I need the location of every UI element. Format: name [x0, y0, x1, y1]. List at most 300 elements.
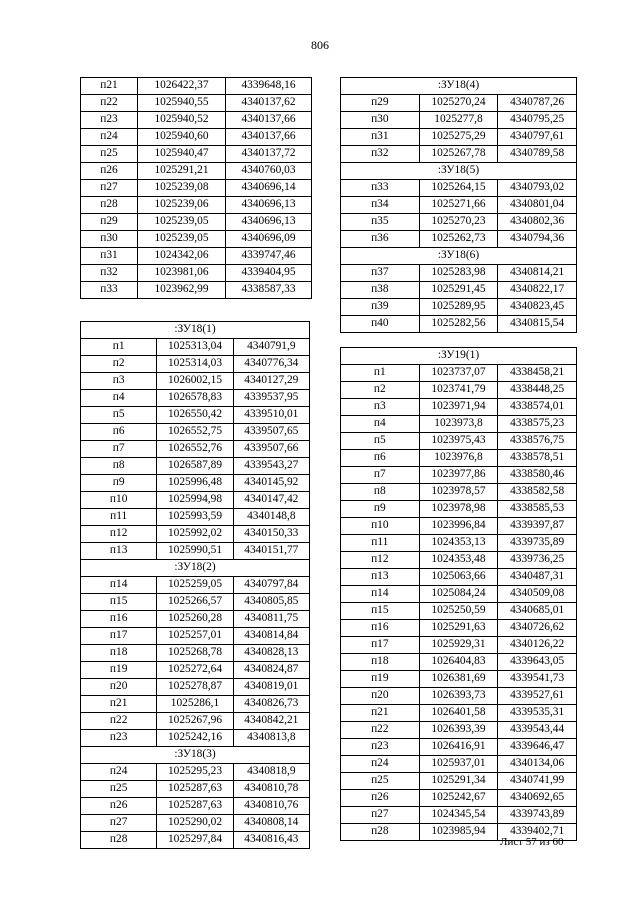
y-coordinate-cell: 4338578,51	[498, 450, 577, 467]
x-coordinate-cell: 1025940,55	[138, 95, 226, 112]
y-coordinate-cell: 4340147,42	[233, 492, 309, 509]
x-coordinate-cell: 1025297,84	[157, 832, 233, 849]
section-header-row	[81, 322, 310, 339]
x-coordinate-cell: 1025937,01	[419, 756, 498, 773]
y-coordinate-cell: 4338580,46	[498, 467, 577, 484]
table-row	[341, 399, 577, 416]
point-id-cell: п24	[81, 764, 157, 781]
y-coordinate-cell: 4338575,23	[498, 416, 577, 433]
section-header: :ЗУ18(6)	[341, 248, 577, 265]
x-coordinate-cell: 1025250,59	[419, 603, 498, 620]
table-row	[81, 146, 312, 163]
table-row	[81, 628, 310, 645]
x-coordinate-cell: 1025940,52	[138, 112, 226, 129]
table-row	[81, 543, 310, 560]
table-row	[341, 146, 577, 163]
x-coordinate-cell: 1025940,60	[138, 129, 226, 146]
x-coordinate-cell: 1024345,54	[419, 807, 498, 824]
y-coordinate-cell: 4340805,85	[233, 594, 309, 611]
x-coordinate-cell: 1025242,67	[419, 790, 498, 807]
table-row	[81, 526, 310, 543]
point-id-cell: п25	[81, 781, 157, 798]
point-id-cell: п14	[341, 586, 420, 603]
point-id-cell: п28	[341, 824, 420, 841]
y-coordinate-cell: 4340818,9	[233, 764, 309, 781]
x-coordinate-cell: 1025277,8	[419, 112, 498, 129]
point-id-cell: п6	[81, 424, 157, 441]
table-row	[81, 265, 312, 282]
point-id-cell: п21	[81, 78, 138, 95]
section-header-row	[341, 248, 577, 265]
x-coordinate-cell: 1026552,76	[157, 441, 233, 458]
y-coordinate-cell: 4340685,01	[498, 603, 577, 620]
point-id-cell: п10	[341, 518, 420, 535]
table-row	[341, 603, 577, 620]
x-coordinate-cell: 1026587,89	[157, 458, 233, 475]
x-coordinate-cell: 1025268,78	[157, 645, 233, 662]
table-row	[341, 282, 577, 299]
y-coordinate-cell: 4339402,71	[498, 824, 577, 841]
table-row	[341, 518, 577, 535]
x-coordinate-cell: 1025063,66	[419, 569, 498, 586]
table-row	[81, 231, 312, 248]
section-header: :ЗУ18(5)	[341, 163, 577, 180]
x-coordinate-cell: 1025278,87	[157, 679, 233, 696]
y-coordinate-cell: 4340810,78	[233, 781, 309, 798]
point-id-cell: п16	[341, 620, 420, 637]
table-row	[341, 790, 577, 807]
point-id-cell: п11	[81, 509, 157, 526]
point-id-cell: п30	[81, 231, 138, 248]
point-id-cell: п32	[81, 265, 138, 282]
x-coordinate-cell: 1025291,63	[419, 620, 498, 637]
section-header-row	[341, 348, 577, 365]
y-coordinate-cell: 4339743,89	[498, 807, 577, 824]
x-coordinate-cell: 1025239,05	[138, 214, 226, 231]
x-coordinate-cell: 1025290,02	[157, 815, 233, 832]
table-row	[81, 78, 312, 95]
table-row	[81, 356, 310, 373]
table-row	[81, 339, 310, 356]
table-row	[341, 671, 577, 688]
table-row	[341, 620, 577, 637]
table-row	[341, 535, 577, 552]
table-row	[81, 662, 310, 679]
y-coordinate-cell: 4338448,25	[498, 382, 577, 399]
x-coordinate-cell: 1023971,94	[419, 399, 498, 416]
y-coordinate-cell: 4340127,29	[233, 373, 309, 390]
y-coordinate-cell: 4339747,46	[226, 248, 312, 265]
x-coordinate-cell: 1026393,73	[419, 688, 498, 705]
x-coordinate-cell: 1026550,42	[157, 407, 233, 424]
table-row	[341, 705, 577, 722]
table-row	[81, 781, 310, 798]
y-coordinate-cell: 4340808,14	[233, 815, 309, 832]
x-coordinate-cell: 1025287,63	[157, 798, 233, 815]
x-coordinate-cell: 1023962,99	[138, 282, 226, 299]
y-coordinate-cell: 4340794,36	[498, 231, 577, 248]
point-id-cell: п24	[81, 129, 138, 146]
table-row	[81, 509, 310, 526]
x-coordinate-cell: 1025271,66	[419, 197, 498, 214]
point-id-cell: п27	[81, 180, 138, 197]
table-row	[81, 679, 310, 696]
point-id-cell: п27	[81, 815, 157, 832]
x-coordinate-cell: 1025929,31	[419, 637, 498, 654]
point-id-cell: п8	[81, 458, 157, 475]
table-row	[81, 832, 310, 849]
point-id-cell: п4	[81, 390, 157, 407]
x-coordinate-cell: 1025260,28	[157, 611, 233, 628]
table-row	[341, 586, 577, 603]
table-row	[81, 458, 310, 475]
y-coordinate-cell: 4339643,05	[498, 654, 577, 671]
x-coordinate-cell: 1026404,83	[419, 654, 498, 671]
y-coordinate-cell: 4340819,01	[233, 679, 309, 696]
point-id-cell: п40	[341, 316, 420, 333]
point-id-cell: п2	[341, 382, 420, 399]
point-id-cell: п26	[341, 790, 420, 807]
section-header-row	[341, 163, 577, 180]
point-id-cell: п32	[341, 146, 420, 163]
table-row	[341, 112, 577, 129]
y-coordinate-cell: 4340789,58	[498, 146, 577, 163]
table-row	[341, 739, 577, 756]
point-id-cell: п24	[341, 756, 420, 773]
x-coordinate-cell: 1025272,64	[157, 662, 233, 679]
table-row	[81, 645, 310, 662]
y-coordinate-cell: 4339535,31	[498, 705, 577, 722]
x-coordinate-cell: 1025270,23	[419, 214, 498, 231]
y-coordinate-cell: 4338576,75	[498, 433, 577, 450]
table-row	[81, 492, 310, 509]
point-id-cell: п8	[341, 484, 420, 501]
y-coordinate-cell: 4340802,36	[498, 214, 577, 231]
point-id-cell: п1	[81, 339, 157, 356]
x-coordinate-cell: 1026578,83	[157, 390, 233, 407]
table-row	[81, 407, 310, 424]
table-row	[81, 577, 310, 594]
y-coordinate-cell: 4339543,27	[233, 458, 309, 475]
x-coordinate-cell: 1025264,15	[419, 180, 498, 197]
table-row	[341, 484, 577, 501]
x-coordinate-cell: 1025084,24	[419, 586, 498, 603]
point-id-cell: п30	[341, 112, 420, 129]
table-row	[81, 95, 312, 112]
point-id-cell: п28	[81, 197, 138, 214]
x-coordinate-cell: 1023973,8	[419, 416, 498, 433]
point-id-cell: п17	[341, 637, 420, 654]
x-coordinate-cell: 1026552,75	[157, 424, 233, 441]
table-row	[341, 569, 577, 586]
coordinates-table-3	[340, 77, 577, 333]
y-coordinate-cell: 4340797,84	[233, 577, 309, 594]
x-coordinate-cell: 1025314,03	[157, 356, 233, 373]
point-id-cell: п14	[81, 577, 157, 594]
y-coordinate-cell: 4340150,33	[233, 526, 309, 543]
section-header: :ЗУ18(3)	[81, 747, 310, 764]
point-id-cell: п21	[81, 696, 157, 713]
table-row	[81, 282, 312, 299]
x-coordinate-cell: 1024353,48	[419, 552, 498, 569]
x-coordinate-cell: 1025992,02	[157, 526, 233, 543]
y-coordinate-cell: 4340826,73	[233, 696, 309, 713]
point-id-cell: п22	[81, 713, 157, 730]
table-row	[341, 129, 577, 146]
point-id-cell: п1	[341, 365, 420, 382]
point-id-cell: п18	[341, 654, 420, 671]
table-row	[81, 248, 312, 265]
table-row	[81, 214, 312, 231]
y-coordinate-cell: 4340137,72	[226, 146, 312, 163]
table-row	[81, 180, 312, 197]
y-coordinate-cell: 4340793,02	[498, 180, 577, 197]
point-id-cell: п9	[341, 501, 420, 518]
x-coordinate-cell: 1025275,29	[419, 129, 498, 146]
table-row	[81, 129, 312, 146]
y-coordinate-cell: 4340726,62	[498, 620, 577, 637]
point-id-cell: п13	[341, 569, 420, 586]
point-id-cell: п4	[341, 416, 420, 433]
point-id-cell: п36	[341, 231, 420, 248]
x-coordinate-cell: 1025239,05	[138, 231, 226, 248]
y-coordinate-cell: 4340696,13	[226, 197, 312, 214]
y-coordinate-cell: 4340487,31	[498, 569, 577, 586]
table-row	[341, 654, 577, 671]
x-coordinate-cell: 1023976,8	[419, 450, 498, 467]
point-id-cell: п16	[81, 611, 157, 628]
point-id-cell: п22	[81, 95, 138, 112]
page-number: 806	[311, 38, 329, 52]
table-row	[341, 433, 577, 450]
y-coordinate-cell: 4338587,33	[226, 282, 312, 299]
x-coordinate-cell: 1025940,47	[138, 146, 226, 163]
y-coordinate-cell: 4340776,34	[233, 356, 309, 373]
y-coordinate-cell: 4340816,43	[233, 832, 309, 849]
sheet-footer: Лист 57 из 60	[500, 836, 564, 848]
table-row	[341, 231, 577, 248]
table-row	[341, 265, 577, 282]
y-coordinate-cell: 4340137,66	[226, 112, 312, 129]
table-row	[341, 365, 577, 382]
table-row	[81, 112, 312, 129]
point-id-cell: п22	[341, 722, 420, 739]
x-coordinate-cell: 1023985,94	[419, 824, 498, 841]
y-coordinate-cell: 4340813,8	[233, 730, 309, 747]
section-header: :ЗУ18(2)	[81, 560, 310, 577]
table-row	[81, 373, 310, 390]
y-coordinate-cell: 4340828,13	[233, 645, 309, 662]
y-coordinate-cell: 4339397,87	[498, 518, 577, 535]
y-coordinate-cell: 4340814,84	[233, 628, 309, 645]
point-id-cell: п27	[341, 807, 420, 824]
point-id-cell: п23	[341, 739, 420, 756]
y-coordinate-cell: 4340509,08	[498, 586, 577, 603]
table-row	[81, 730, 310, 747]
y-coordinate-cell: 4340137,62	[226, 95, 312, 112]
y-coordinate-cell: 4340696,14	[226, 180, 312, 197]
table-row	[81, 611, 310, 628]
y-coordinate-cell: 4339735,89	[498, 535, 577, 552]
point-id-cell: п23	[81, 730, 157, 747]
x-coordinate-cell: 1025994,98	[157, 492, 233, 509]
table-row	[81, 441, 310, 458]
y-coordinate-cell: 4340801,04	[498, 197, 577, 214]
y-coordinate-cell: 4340795,25	[498, 112, 577, 129]
table-row	[341, 688, 577, 705]
point-id-cell: п35	[341, 214, 420, 231]
point-id-cell: п13	[81, 543, 157, 560]
point-id-cell: п5	[341, 433, 420, 450]
point-id-cell: п10	[81, 492, 157, 509]
point-id-cell: п2	[81, 356, 157, 373]
y-coordinate-cell: 4340134,06	[498, 756, 577, 773]
point-id-cell: п12	[341, 552, 420, 569]
x-coordinate-cell: 1023978,98	[419, 501, 498, 518]
point-id-cell: п15	[341, 603, 420, 620]
y-coordinate-cell: 4340823,45	[498, 299, 577, 316]
y-coordinate-cell: 4339648,16	[226, 78, 312, 95]
y-coordinate-cell: 4340787,26	[498, 95, 577, 112]
x-coordinate-cell: 1025259,05	[157, 577, 233, 594]
y-coordinate-cell: 4338582,58	[498, 484, 577, 501]
x-coordinate-cell: 1026393,39	[419, 722, 498, 739]
x-coordinate-cell: 1023741,79	[419, 382, 498, 399]
table-row	[341, 382, 577, 399]
point-id-cell: п19	[341, 671, 420, 688]
y-coordinate-cell: 4340797,61	[498, 129, 577, 146]
table-row	[341, 467, 577, 484]
point-id-cell: п38	[341, 282, 420, 299]
point-id-cell: п26	[81, 798, 157, 815]
y-coordinate-cell: 4338585,53	[498, 501, 577, 518]
x-coordinate-cell: 1025266,57	[157, 594, 233, 611]
section-header: :ЗУ18(4)	[341, 78, 577, 95]
table-row	[341, 197, 577, 214]
y-coordinate-cell: 4339736,25	[498, 552, 577, 569]
table-row	[81, 815, 310, 832]
point-id-cell: п6	[341, 450, 420, 467]
x-coordinate-cell: 1025291,21	[138, 163, 226, 180]
y-coordinate-cell: 4340842,21	[233, 713, 309, 730]
y-coordinate-cell: 4339543,44	[498, 722, 577, 739]
x-coordinate-cell: 1024353,13	[419, 535, 498, 552]
y-coordinate-cell: 4340814,21	[498, 265, 577, 282]
table-row	[341, 756, 577, 773]
point-id-cell: п18	[81, 645, 157, 662]
y-coordinate-cell: 4340815,54	[498, 316, 577, 333]
point-id-cell: п3	[81, 373, 157, 390]
x-coordinate-cell: 1023978,57	[419, 484, 498, 501]
point-id-cell: п25	[341, 773, 420, 790]
point-id-cell: п31	[341, 129, 420, 146]
x-coordinate-cell: 1025282,56	[419, 316, 498, 333]
x-coordinate-cell: 1023977,86	[419, 467, 498, 484]
y-coordinate-cell: 4339404,95	[226, 265, 312, 282]
coordinates-table-1	[80, 77, 312, 299]
x-coordinate-cell: 1025267,78	[419, 146, 498, 163]
x-coordinate-cell: 1025267,96	[157, 713, 233, 730]
x-coordinate-cell: 1025291,45	[419, 282, 498, 299]
y-coordinate-cell: 4340151,77	[233, 543, 309, 560]
x-coordinate-cell: 1025286,1	[157, 696, 233, 713]
x-coordinate-cell: 1026422,37	[138, 78, 226, 95]
x-coordinate-cell: 1025993,59	[157, 509, 233, 526]
table-row	[341, 416, 577, 433]
y-coordinate-cell: 4340696,13	[226, 214, 312, 231]
table-row	[81, 696, 310, 713]
section-header: :ЗУ18(1)	[81, 322, 310, 339]
point-id-cell: п25	[81, 146, 138, 163]
x-coordinate-cell: 1026381,69	[419, 671, 498, 688]
y-coordinate-cell: 4340741,99	[498, 773, 577, 790]
point-id-cell: п11	[341, 535, 420, 552]
x-coordinate-cell: 1023996,84	[419, 518, 498, 535]
table-row	[341, 316, 577, 333]
x-coordinate-cell: 1023737,07	[419, 365, 498, 382]
x-coordinate-cell: 1025295,23	[157, 764, 233, 781]
x-coordinate-cell: 1025289,95	[419, 299, 498, 316]
table-row	[81, 764, 310, 781]
point-id-cell: п12	[81, 526, 157, 543]
y-coordinate-cell: 4340811,75	[233, 611, 309, 628]
x-coordinate-cell: 1023981,06	[138, 265, 226, 282]
y-coordinate-cell: 4339537,95	[233, 390, 309, 407]
point-id-cell: п33	[81, 282, 138, 299]
point-id-cell: п28	[81, 832, 157, 849]
point-id-cell: п17	[81, 628, 157, 645]
point-id-cell: п7	[81, 441, 157, 458]
table-row	[81, 798, 310, 815]
y-coordinate-cell: 4339510,01	[233, 407, 309, 424]
x-coordinate-cell: 1025313,04	[157, 339, 233, 356]
table-row	[341, 552, 577, 569]
y-coordinate-cell: 4339646,47	[498, 739, 577, 756]
x-coordinate-cell: 1025270,24	[419, 95, 498, 112]
x-coordinate-cell: 1025257,01	[157, 628, 233, 645]
y-coordinate-cell: 4340692,65	[498, 790, 577, 807]
y-coordinate-cell: 4339507,66	[233, 441, 309, 458]
x-coordinate-cell: 1025262,73	[419, 231, 498, 248]
table-row	[341, 450, 577, 467]
x-coordinate-cell: 1026002,15	[157, 373, 233, 390]
y-coordinate-cell: 4340791,9	[233, 339, 309, 356]
point-id-cell: п39	[341, 299, 420, 316]
y-coordinate-cell: 4340824,87	[233, 662, 309, 679]
x-coordinate-cell: 1025996,48	[157, 475, 233, 492]
table-row	[81, 713, 310, 730]
x-coordinate-cell: 1025291,34	[419, 773, 498, 790]
point-id-cell: п29	[81, 214, 138, 231]
x-coordinate-cell: 1026401,58	[419, 705, 498, 722]
x-coordinate-cell: 1025287,63	[157, 781, 233, 798]
table-row	[341, 214, 577, 231]
y-coordinate-cell: 4340145,92	[233, 475, 309, 492]
x-coordinate-cell: 1025239,08	[138, 180, 226, 197]
y-coordinate-cell: 4340810,76	[233, 798, 309, 815]
y-coordinate-cell: 4340148,8	[233, 509, 309, 526]
table-row	[341, 501, 577, 518]
x-coordinate-cell: 1026416,91	[419, 739, 498, 756]
table-row	[81, 163, 312, 180]
table-row	[81, 197, 312, 214]
section-header-row	[81, 560, 310, 577]
point-id-cell: п29	[341, 95, 420, 112]
section-header-row	[341, 78, 577, 95]
x-coordinate-cell: 1025239,06	[138, 197, 226, 214]
point-id-cell: п23	[81, 112, 138, 129]
table-row	[81, 594, 310, 611]
